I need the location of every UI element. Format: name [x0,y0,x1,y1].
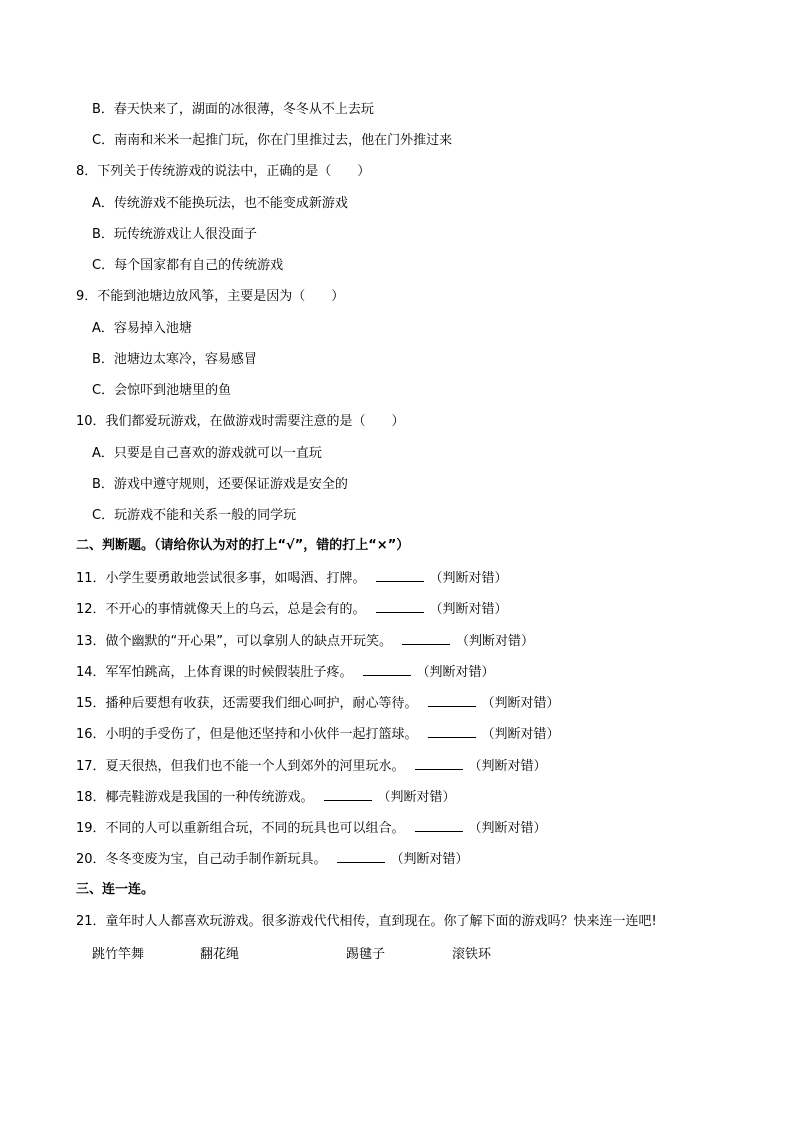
q8-option-c: C．每个国家都有自己的传统游戏 [92,258,284,273]
q8-stem: 8．下列关于传统游戏的说法中，正确的是（ ） [76,164,371,179]
q9-option-a: A．容易掉入池塘 [92,321,192,336]
game-hoop-rolling[interactable]: 滚铁环 [452,947,492,962]
q21-stem: 21．童年时人人都喜欢玩游戏。很多游戏代代相传，直到现在。你了解下面的游戏吗？快来连一连吧! [76,914,657,929]
judge-suffix: （判断对错） [416,665,495,680]
judge-item [76,663,495,682]
answer-blank[interactable] [376,600,424,613]
judge-suffix: （判断对错） [377,790,456,805]
q7-option-c: C．南南和米米一起推门玩，你在门里推过去，他在门外推过来 [92,133,453,148]
q10-option-c: C．玩游戏不能和关系一般的同学玩 [92,508,297,523]
judge-item [76,757,547,776]
answer-blank[interactable] [428,725,476,738]
judge-text: 15．播种后要想有收获，还需要我们细心呵护，耐心等待。 [76,696,418,711]
q9-stem: 9．不能到池塘边放风筝，主要是因为（ ） [76,289,345,304]
judge-suffix: （判断对错） [481,727,560,742]
judge-suffix: （判断对错） [468,759,547,774]
judge-suffix: （判断对错） [429,602,508,617]
judge-suffix: （判断对错） [390,852,469,867]
q9-option-c: C．会惊吓到池塘里的鱼 [92,383,232,398]
judge-text: 14．军军怕跳高，上体育课的时候假装肚子疼。 [76,665,353,680]
q9-option-b: B．池塘边太寒冷，容易感冒 [92,352,257,367]
q7-option-b: B．春天快来了，湖面的冰很薄，冬冬从不上去玩 [92,102,374,117]
section3-title: 三、连一连。 [76,882,155,897]
judge-suffix: （判断对错） [468,821,547,836]
judge-text: 13．做个幽默的“开心果”，可以拿别人的缺点开玩笑。 [76,634,393,649]
answer-blank[interactable] [376,569,424,582]
judge-text: 19．不同的人可以重新组合玩，不同的玩具也可以组合。 [76,821,405,836]
game-shuttlecock[interactable]: 踢毽子 [346,947,386,962]
judge-suffix: （判断对错） [481,696,560,711]
game-bamboo-dance[interactable]: 跳竹竿舞 [92,947,145,962]
judge-text: 18．椰壳鞋游戏是我国的一种传统游戏。 [76,790,314,805]
judge-text: 17．夏天很热，但我们也不能一个人到郊外的河里玩水。 [76,759,405,774]
judge-item [76,632,534,651]
judge-text: 20．冬冬变废为宝，自己动手制作新玩具。 [76,852,327,867]
judge-suffix: （判断对错） [456,634,535,649]
q10-option-a: A．只要是自己喜欢的游戏就可以一直玩 [92,446,322,461]
judge-item [76,569,508,588]
answer-blank[interactable] [324,788,372,801]
judge-text: 12．不开心的事情就像天上的乌云，总是会有的。 [76,602,366,617]
judge-item [76,600,508,619]
judge-item [76,819,547,838]
game-cats-cradle[interactable]: 翻花绳 [200,947,240,962]
judge-item [76,694,560,713]
section2-title: 二、判断题。（请给你认为对的打上“√”，错的打上“×”） [76,538,410,553]
answer-blank[interactable] [402,632,450,645]
q8-option-a: A．传统游戏不能换玩法，也不能变成新游戏 [92,196,348,211]
answer-blank[interactable] [363,663,411,676]
judge-item [76,850,469,869]
answer-blank[interactable] [415,819,463,832]
q10-option-b: B．游戏中遵守规则，还要保证游戏是安全的 [92,477,348,492]
judge-text: 11．小学生要勇敢地尝试很多事，如喝酒、打牌。 [76,571,366,586]
answer-blank[interactable] [428,694,476,707]
answer-blank[interactable] [337,850,385,863]
game-list [0,946,794,966]
judge-text: 16．小明的手受伤了，但是他还坚持和小伙伴一起打篮球。 [76,727,418,742]
judge-item [76,725,560,744]
judge-item [76,788,456,807]
q10-stem: 10．我们都爱玩游戏，在做游戏时需要注意的是（ ） [76,414,405,429]
judge-suffix: （判断对错） [429,571,508,586]
q8-option-b: B．玩传统游戏让人很没面子 [92,227,257,242]
answer-blank[interactable] [415,757,463,770]
